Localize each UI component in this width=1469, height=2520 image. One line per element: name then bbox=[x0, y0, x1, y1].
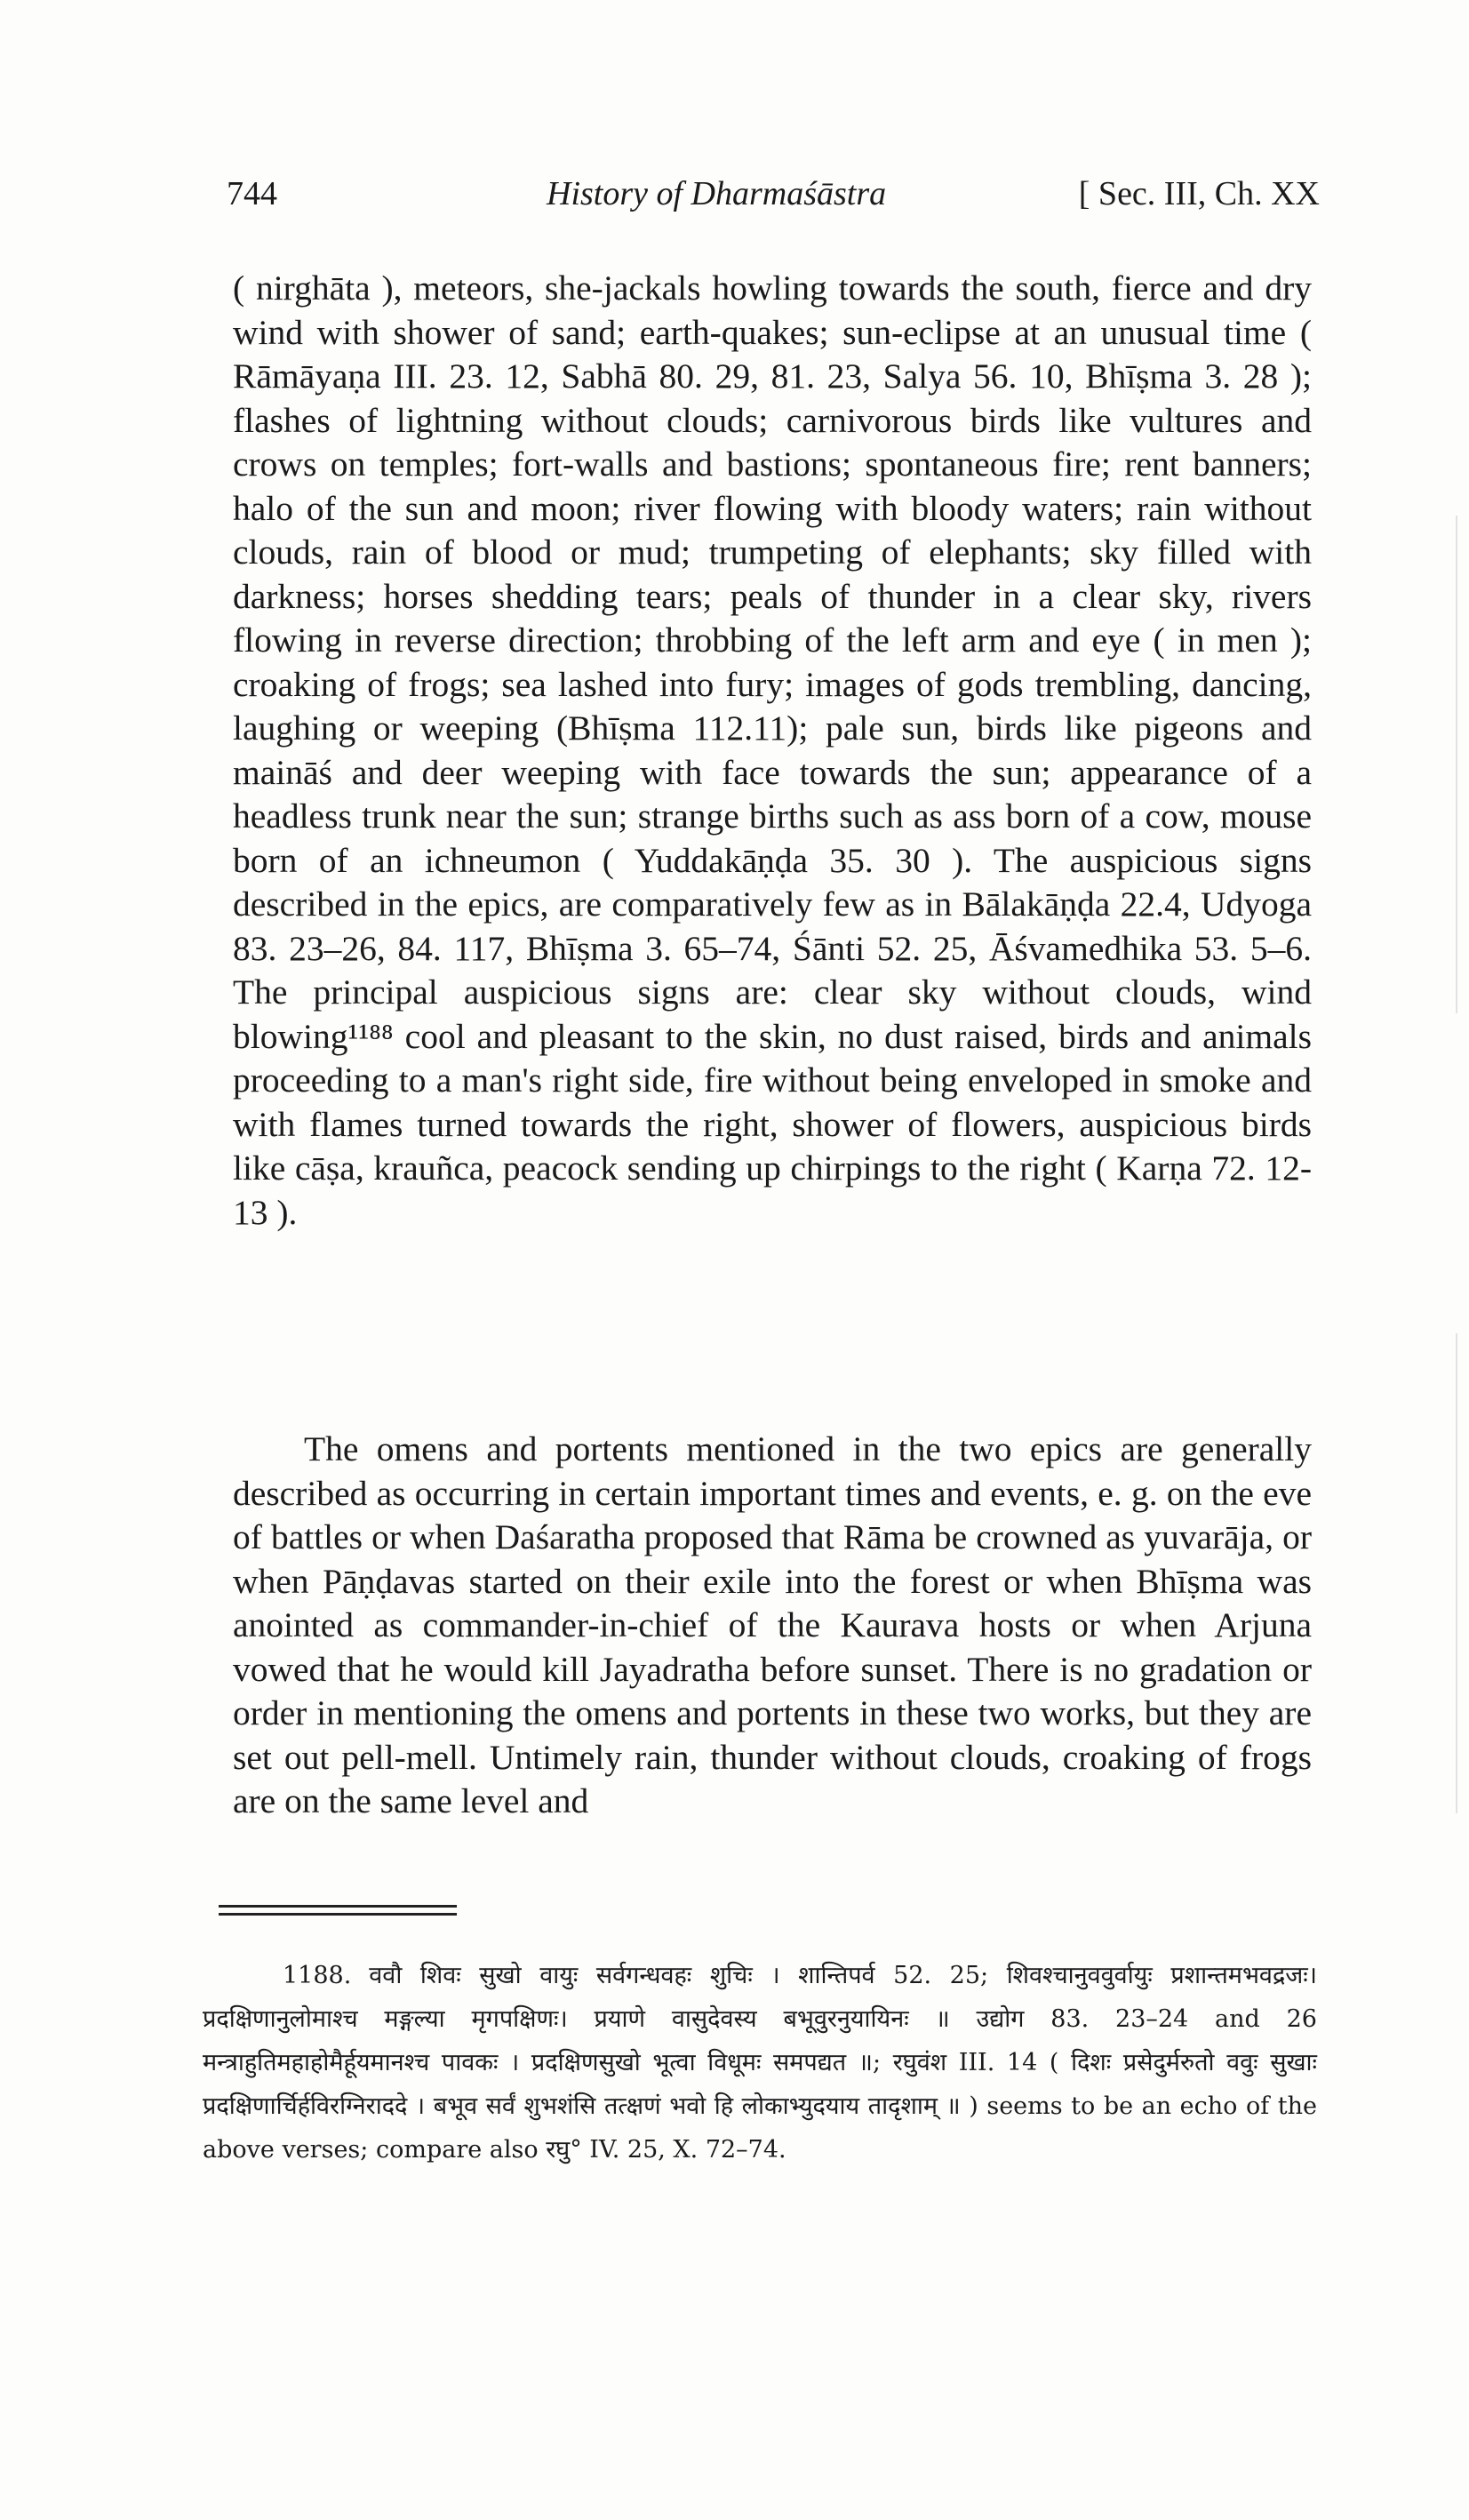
section-reference: [ Sec. III, Ch. XX bbox=[1078, 175, 1320, 212]
paragraph-omens-list: ( nirghāta ), meteors, she-jackals howling towards the south, fierce and dry wind with shower of sand; earth-quakes; sun-eclipse at an unusual time ( Rāmāyaṇa III. 23. 12, Sabhā 80. 29, 81. 23, Salya 56. 10, Bhīṣma 3. 28 ); flashes of lightning without clouds; carnivorous birds like vultures and crows on temples; fort-walls and bastions; spontaneous fire; rent banners; halo of the sun and moon; river flowing with bloody waters; rain without clouds, rain of blood or mud; trumpeting of elephants; sky filled with darkness; horses shedding tears; peals of thunder in a clear sky, rivers flowing in reverse direction; throbbing of the left arm and eye ( in men ); croaking of frogs; sea lashed into fury; images of gods trembling, dancing, laughing or weeping (Bhīṣma 112.11); pale sun, birds like pigeons and maināś and deer weeping with face towards the sun; appearance of a headless trunk near the sun; strange births such as ass born of a cow, mouse born of an ichneumon ( Yuddakāṇḍa 35. 30 ). The auspicious signs described in the epics, are comparatively few as in Bālakāṇḍa 22.4, Udyoga 83. 23–26, 84. 117, Bhīṣma 3. 65–74, Śānti 52. 25, Āśvamedhika 53. 5–6. The principal auspicious signs are: clear sky without clouds, wind blowing¹¹⁸⁸ cool and pleasant to the skin, no dust raised, birds and animals proceeding to a man's right side, fire without being enveloped in smoke and with flames turned towards the right, shower of flowers, auspicious birds like cāṣa, krauñca, peacock sending up chirpings to the right ( Karṇa 72. 12-13 ). bbox=[233, 268, 1312, 1232]
footnote-number: 1188. bbox=[283, 1962, 352, 1989]
footnote-separator-rule bbox=[219, 1913, 457, 1916]
footnote-1188 bbox=[203, 1954, 1317, 2172]
footnote-text: ववौ शिवः सुखो वायुः सर्वगन्धवहः शुचिः । शान्तिपर्व 52. 25; शिवश्चानुववुर्वायुः प्रशान्तमभवद्रजः। प्रदक्षिणानुलोमाश्च मङ्गल्या मृगपक्षिणः। प्रयाणे वासुदेवस्य बभूवुरनुयायिनः ॥ उद्योग 83. 23–24 and 26 मन्त्राहुतिमहाहोमैर्हूयमानश्च पावकः । प्रदक्षिणसुखो भूत्वा विधूमः समपद्यत ॥; रघुवंश III. 14 ( दिशः प्रसेदुर्मरुतो ववुः सुखाः प्रदक्षिणार्चिर्हविरग्निराददे । बभूव सर्वं शुभशंसि तत्क्षणं भवो हि लोकाभ्युदयाय तादृशाम् ॥ ) seems to be an echo of the above verses; compare also रघु° IV. 25, X. 72–74. bbox=[203, 1962, 1317, 2164]
page-header bbox=[227, 174, 1320, 228]
page-number: 744 bbox=[227, 175, 277, 212]
paragraph-epics-omens: The omens and portents mentioned in the two epics are generally described as occurring in certain important times and events, e. g. on the eve of battles or when Daśaratha proposed that Rāma be crowned as yuvarāja, or when Pāṇḍavas started on their exile into the forest or when Bhīṣma was anointed as commander-in-chief of the Kaurava hosts or when Arjuna vowed that he would kill Jayadratha before sunset. There is no gradation or order in mentioning the omens and portents in these two works, but they are set out pell-mell. Untimely rain, thunder without clouds, croaking of frogs are on the same level and bbox=[233, 1429, 1312, 1820]
running-title: History of Dharmaśāstra bbox=[547, 175, 887, 212]
footnote-separator-rule bbox=[219, 1905, 457, 1908]
scan-edge-line bbox=[1456, 1333, 1457, 1813]
scan-edge-line bbox=[1456, 516, 1457, 1013]
